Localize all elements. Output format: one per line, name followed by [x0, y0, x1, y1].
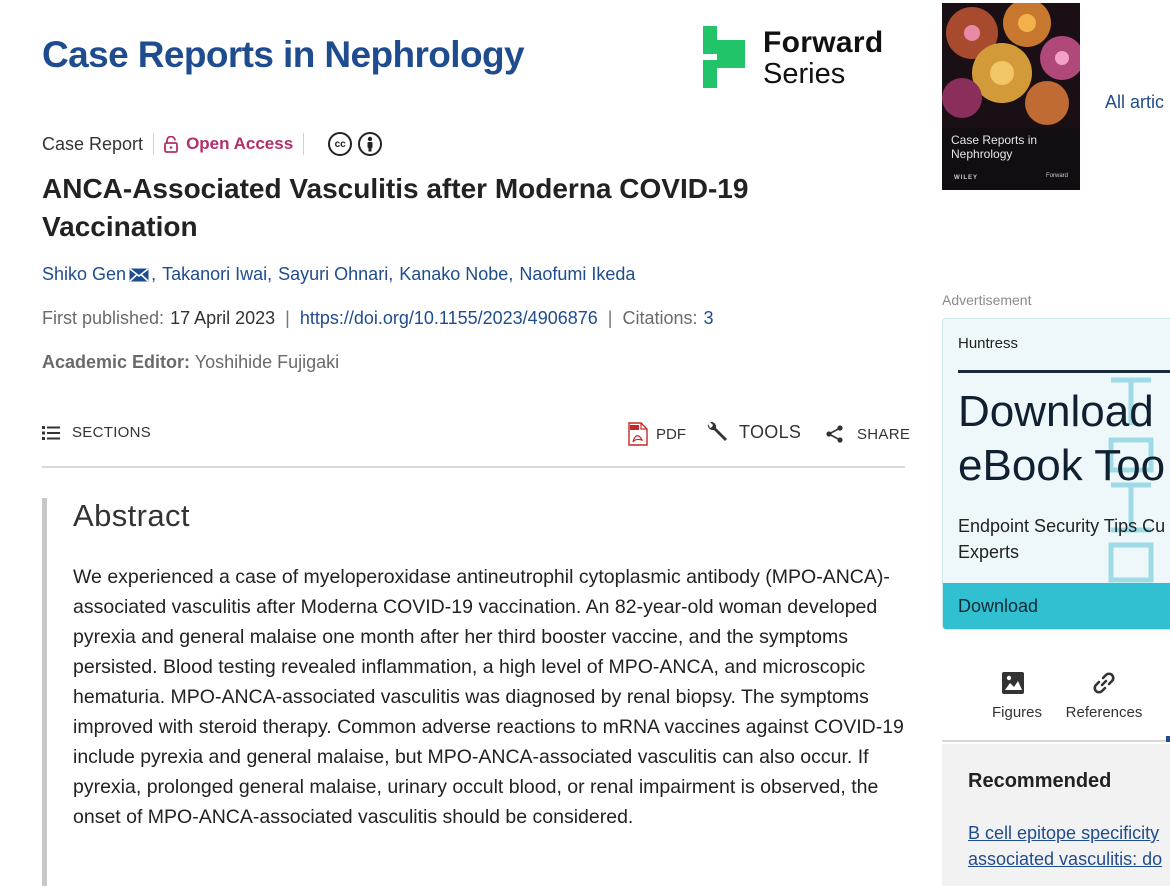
list-icon: [42, 426, 60, 440]
journal-cover-image[interactable]: [942, 3, 1080, 190]
abstract-heading: Abstract: [73, 498, 190, 533]
link-icon: [1091, 670, 1117, 696]
share-icon: [825, 424, 845, 444]
recommended-heading: Recommended: [968, 770, 1112, 792]
publication-info: First published: 17 April 2023 | https://doi.org/10.1155/2023/4906876 | Citations: 3: [42, 308, 714, 328]
cc-icon[interactable]: cc: [328, 132, 352, 156]
tab-figures[interactable]: [992, 660, 1043, 740]
author-link[interactable]: Takanori Iwai: [162, 264, 268, 284]
advertisement-banner[interactable]: [942, 318, 1170, 630]
sections-button[interactable]: [42, 424, 151, 441]
divider: [153, 133, 154, 155]
abstract-section: [42, 498, 905, 886]
series-logo-line2: Series: [763, 58, 846, 90]
ad-brand: Huntress: [958, 335, 1019, 352]
share-button[interactable]: [825, 424, 910, 444]
open-access-label: Open Access: [186, 134, 294, 153]
unlocked-padlock-icon: [164, 136, 178, 153]
tools-button[interactable]: [705, 420, 801, 444]
author-link[interactable]: Sayuri Ohnari: [278, 264, 389, 284]
tab-references-label: References: [1065, 704, 1143, 721]
advertisement-label: Advertisement: [942, 292, 1032, 308]
first-published-label: First published:: [42, 308, 165, 328]
ad-subtitle: Endpoint Security Tips Cu Experts: [958, 516, 1166, 562]
image-icon: [1000, 670, 1026, 696]
open-access-badge: [164, 134, 293, 154]
license-icons[interactable]: [328, 132, 382, 156]
ad-download-button[interactable]: Download: [943, 583, 1170, 630]
wrench-icon: [705, 420, 729, 444]
article-type: Case Report: [42, 133, 144, 154]
sidebar-tabs: [942, 660, 1170, 742]
cover-series-mark: Forward: [1046, 173, 1069, 179]
author-link[interactable]: Kanako Nobe: [399, 264, 509, 284]
doi-link[interactable]: https://doi.org/10.1155/2023/4906876: [299, 308, 598, 328]
publisher-logo: WILEY: [954, 175, 978, 181]
ad-headline: Download eBook Too: [958, 387, 1166, 490]
attribution-icon[interactable]: [358, 132, 382, 156]
cover-artwork: [942, 3, 1080, 128]
envelope-icon[interactable]: [129, 268, 149, 282]
academic-editor-name: Yoshihide Fujigaki: [194, 352, 340, 372]
article-meta-row: [42, 131, 382, 157]
recommended-panel: [942, 744, 1170, 886]
tab-references[interactable]: [1058, 660, 1150, 740]
all-articles-link[interactable]: All artic: [1105, 92, 1165, 112]
sections-label: SECTIONS: [72, 424, 152, 441]
first-published-date: 17 April 2023: [170, 308, 276, 328]
academic-editor-label: Academic Editor:: [42, 352, 191, 372]
pdf-file-icon: [628, 422, 648, 446]
divider: [303, 133, 304, 155]
series-logo-line1: Forward: [763, 26, 884, 59]
tab-active-indicator: [1166, 736, 1170, 742]
share-label: SHARE: [857, 425, 911, 443]
tools-label: TOOLS: [739, 421, 802, 442]
forward-series-mark-icon: [703, 26, 747, 88]
citations-count-link[interactable]: 3: [703, 308, 714, 328]
pdf-label: PDF: [656, 425, 686, 443]
cover-title: Case Reports in Nephrology: [951, 133, 1038, 161]
article-toolbar: [42, 418, 911, 468]
recommended-article-link[interactable]: B cell epitope specificity associated vasculitis: do: [968, 823, 1163, 869]
article-title: ANCA-Associated Vasculitis after Moderna COVID-19 Vaccination: [42, 173, 749, 242]
ad-divider: [958, 370, 1170, 373]
academic-editor: [42, 352, 339, 373]
author-link[interactable]: Shiko Gen: [42, 264, 127, 284]
author-list: Shiko Gen , Takanori Iwai , Sayuri Ohnari , Kanako Nobe , Naofumi Ikeda: [42, 264, 636, 284]
forward-series-logo[interactable]: [703, 26, 893, 92]
author-link[interactable]: Naofumi Ikeda: [519, 264, 636, 284]
pdf-button[interactable]: [628, 422, 686, 446]
journal-title[interactable]: Case Reports in Nephrology: [42, 34, 524, 75]
abstract-text: We experienced a case of myeloperoxidase antineutrophil cytoplasmic antibody (MPO-ANCA)-associated vasculitis after Moderna COVID-19 vaccination. An 82-year-old woman developed pyrexia and general malaise one month after her third booster vaccine, and the symptoms persisted. Blood testing revealed inflammation, a high level of MPO-ANCA, and microscopic hematuria. MPO-ANCA-associated vasculitis was diagnosed by renal biopsy. The symptoms improved with steroid therapy. Common adverse reactions to mRNA vaccines against COVID-19 include pyrexia and general malaise, but MPO-ANCA-associated vasculitis can also occur. If pyrexia, prolonged general malaise, urinary occult blood, or renal impairment is observed, the onset of MPO-ANCA-associated vasculitis should be considered.: [73, 566, 904, 828]
citations-label: Citations:: [622, 308, 698, 328]
tab-figures-label: Figures: [992, 704, 1043, 721]
